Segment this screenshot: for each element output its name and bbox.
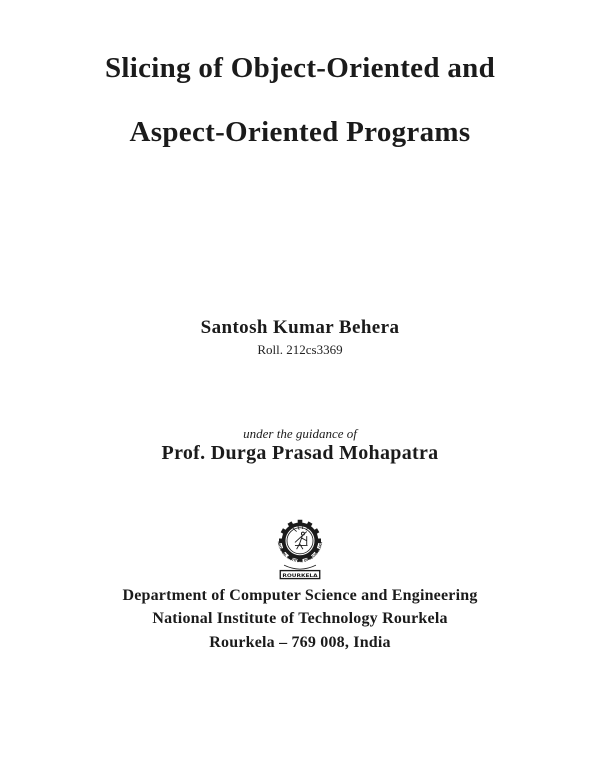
institute-seal-icon [258,512,342,583]
gear-inner-circle-icon [287,528,313,554]
seal-banner-text: ROURKELA [282,573,309,579]
institute-line: National Institute of Technology Rourkela [152,610,448,627]
address-line: Rourkela – 769 008, India [209,634,391,651]
thesis-title-line-2: Aspect-Oriented Programs [129,116,471,148]
guidance-note: under the guidance of [243,426,357,441]
author-name: Santosh Kumar Behera [200,317,400,338]
author-roll-number: Roll. 212cs3369 [257,342,343,357]
nit-rourkela-logo [258,512,342,583]
seal-ribbon-icon [284,565,316,569]
guide-name: Prof. Durga Prasad Mohapatra [161,442,439,464]
seal-arc-text: NATIONAL INSTITUTE OF TECHNOLOGY [276,540,324,564]
thesis-title-line-1: Slicing of Object-Oriented and [104,52,495,84]
department-line: Department of Computer Science and Engineering [122,587,478,604]
